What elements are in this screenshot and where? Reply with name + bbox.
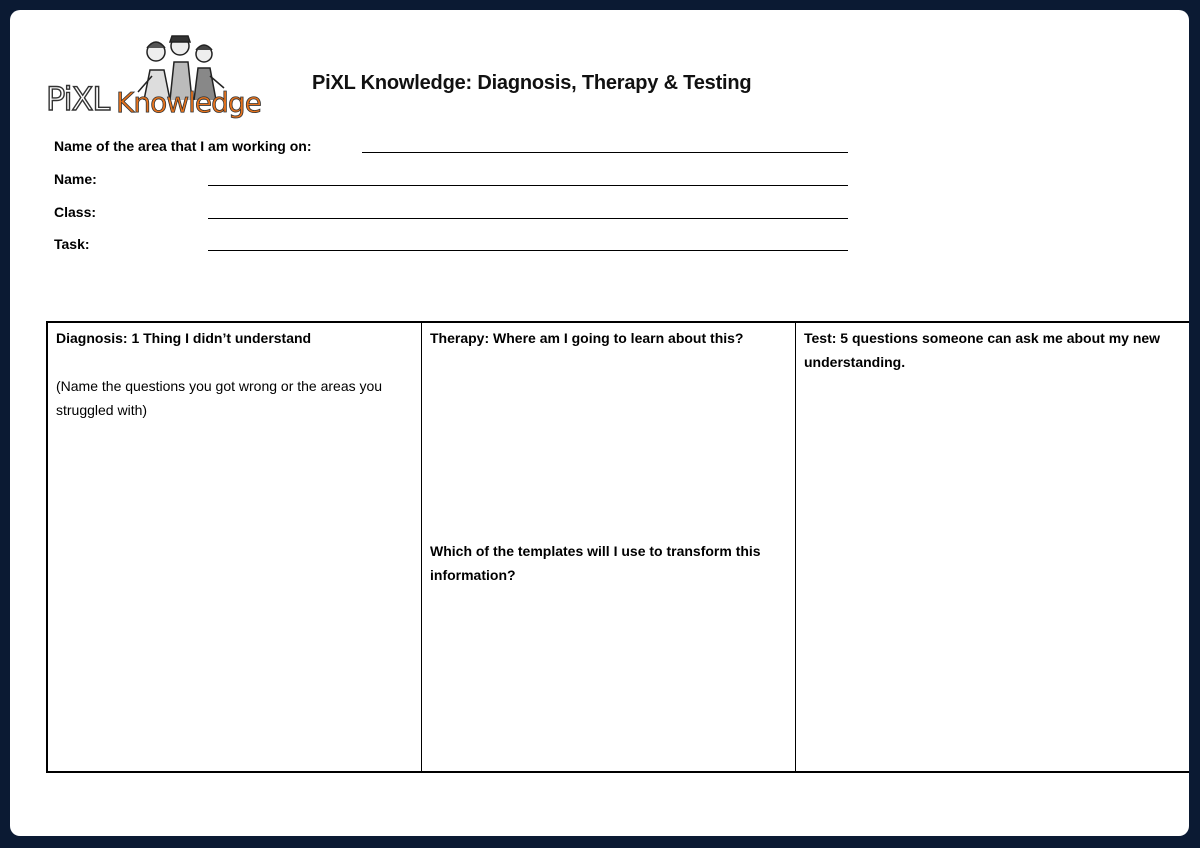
task-field-label: Task: [54, 236, 90, 252]
name-field-line[interactable] [208, 185, 848, 186]
logo-text-pixl: PiXL [46, 80, 110, 118]
diagnosis-heading: Diagnosis: 1 Thing I didn’t understand [56, 330, 312, 346]
area-field-line[interactable] [362, 152, 848, 153]
therapy-heading: Therapy: Where am I going to learn about this? [430, 330, 744, 346]
page-title: PiXL Knowledge: Diagnosis, Therapy & Testing [312, 72, 752, 94]
class-field-label: Class: [54, 204, 97, 220]
diagnosis-column[interactable] [48, 323, 421, 771]
task-field-line[interactable] [208, 250, 848, 251]
therapy-column[interactable] [421, 323, 795, 771]
worksheet-page [10, 10, 1189, 836]
class-field-line[interactable] [208, 218, 848, 219]
diagnosis-note: (Name the questions you got wrong or the areas you struggled with) [56, 378, 383, 418]
templates-prompt: Which of the templates will I use to transform this information? [430, 543, 761, 583]
test-column[interactable] [795, 323, 1191, 771]
test-heading: Test: 5 questions someone can ask me about my new understanding. [804, 330, 1161, 370]
area-field-label: Name of the area that I am working on: [54, 138, 312, 154]
pixl-knowledge-logo [44, 30, 261, 126]
name-field-label: Name: [54, 171, 97, 187]
diagnosis-therapy-test-table [46, 321, 1189, 773]
logo-text-knowledge: Knowledge [116, 86, 261, 119]
